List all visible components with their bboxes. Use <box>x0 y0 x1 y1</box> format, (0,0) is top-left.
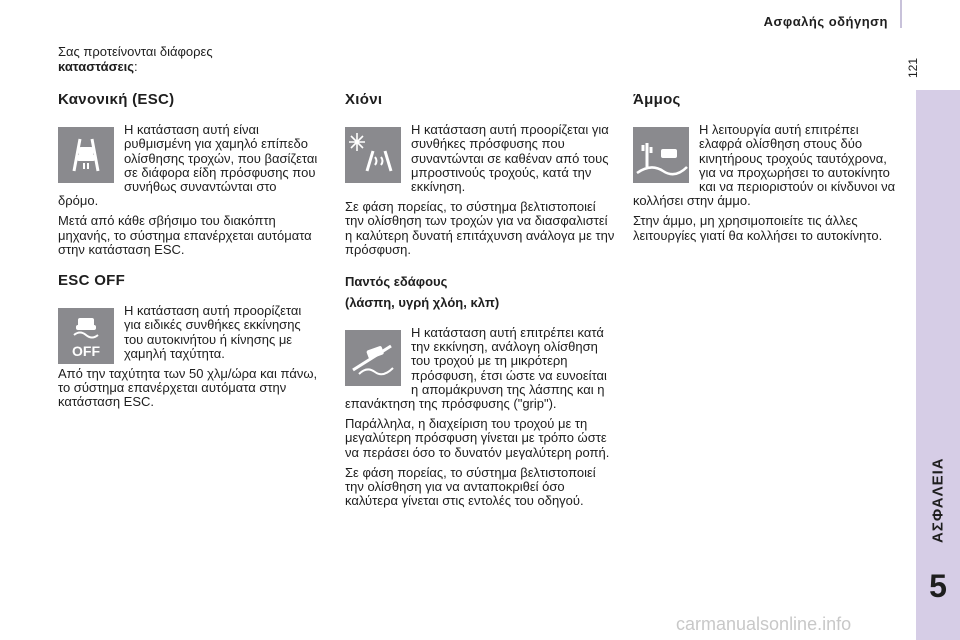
snow-icon <box>345 127 401 183</box>
section-subtitle: (λάσπη, υγρή χλόη, κλπ) <box>345 295 500 310</box>
section-title: ESC OFF <box>58 272 126 289</box>
section-paragraph: Η κατάσταση αυτή προορίζεται για συνθήκες πρόσφυσης που συναντώνται σε καθέναν από τους μπροστινούς τροχούς, κατά την εκκίνηση. <box>411 122 609 195</box>
section-paragraph: Η κατάσταση αυτή είναι ρυθμισμένη για χαμηλό επίπεδο ολίσθησης τροχών, που βασίζεται σε διάφορα είδη πρόσφυσης που συνήθως συναντώνται στο δρόμο. <box>58 122 318 209</box>
section-paragraph: Μετά από κάθε σβήσιμο του διακόπτη μηχανής, το σύστημα επανέρχεται αυτόματα στην κατάσταση ESC. <box>58 213 312 257</box>
section-snow <box>345 93 615 263</box>
section-title: Κανονική (ESC) <box>58 91 175 108</box>
esc-off-icon-label: OFF <box>72 343 100 360</box>
section-paragraph: Η λειτουργία αυτή επιτρέπει ελαφρά ολίσθηση στους δύο κινητήρους τροχούς ταυτόχρονα, για να προχωρήσει το αυτοκίνητο και να περιοριστούν οι κίνδυνοι να κολλήσει στην άμμο. <box>633 122 896 209</box>
intro-suffix: : <box>134 59 138 74</box>
section-all-terrain <box>345 274 617 514</box>
intro-text <box>58 44 213 74</box>
section-paragraph: Παράλληλα, η διαχείριση του τροχού με τη μεγαλύτερη πρόσφυση γίνεται με τρόπο ώστε να περάσει όσο το δυνατόν μεγαλύτερη ροπή. <box>345 416 610 460</box>
section-sand <box>633 93 897 249</box>
section-normal <box>58 93 320 263</box>
section-title: Άμμος <box>633 91 681 108</box>
section-esc-off <box>58 274 320 416</box>
chapter-number: 5 <box>929 568 947 604</box>
watermark: carmanualsonline.info <box>676 614 852 634</box>
section-paragraph: Η κατάσταση αυτή προορίζεται για ειδικές συνθήκες εκκίνησης του αυτοκινήτου ή κίνησης με χαμηλή ταχύτητα. <box>124 303 302 361</box>
section-paragraph: Σε φάση πορείας, το σύστημα βελτιστοποιεί την ολίσθηση των τροχών για να διασφαλιστεί η καλύτερη δυνατή επιτάχυνση ανάλογα με την πρόσφυση. <box>345 199 615 257</box>
section-title: Παντός εδάφους <box>345 274 448 289</box>
section-paragraph: Στην άμμο, μη χρησιμοποιείτε τις άλλες λειτουργίες γιατί θα κολλήσει το αυτοκίνητο. <box>633 213 883 243</box>
page-number: 121 <box>906 58 920 79</box>
mud-icon <box>345 330 401 386</box>
esc-off-icon <box>58 308 114 364</box>
intro-bold: καταστάσεις <box>58 59 135 74</box>
section-paragraph: Η κατάσταση αυτή επιτρέπει κατά την εκκίνηση, ανάλογη ολίσθηση του τροχού με τη μικρότερη πρόσφυση, έτσι ώστε να ευνοείται η απομάκρυνση της λάσπης και η επανάκτηση της πρόσφυσης ("grip"). <box>345 325 607 412</box>
road-car-icon <box>58 127 114 183</box>
section-title: Χιόνι <box>345 91 383 108</box>
header-divider <box>900 0 902 28</box>
section-paragraph: Σε φάση πορείας, το σύστημα βελτιστοποιεί την ολίσθηση για να ανταποκριθεί όσο καλύτερα γίνεται στις εντολές του οδηγού. <box>345 464 596 509</box>
chapter-tab-label: ΑΣΦΑΛΕΙΑ <box>929 457 947 543</box>
page-header-title: Ασφαλής οδήγηση <box>763 14 888 29</box>
sand-icon <box>633 127 689 183</box>
intro-line: Σας προτείνονται διάφορες <box>58 44 213 59</box>
section-paragraph: Από την ταχύτητα των 50 χλμ/ώρα και πάνω, το σύστημα επανέρχεται αυτόματα στην κατάσταση ESC. <box>58 366 318 410</box>
